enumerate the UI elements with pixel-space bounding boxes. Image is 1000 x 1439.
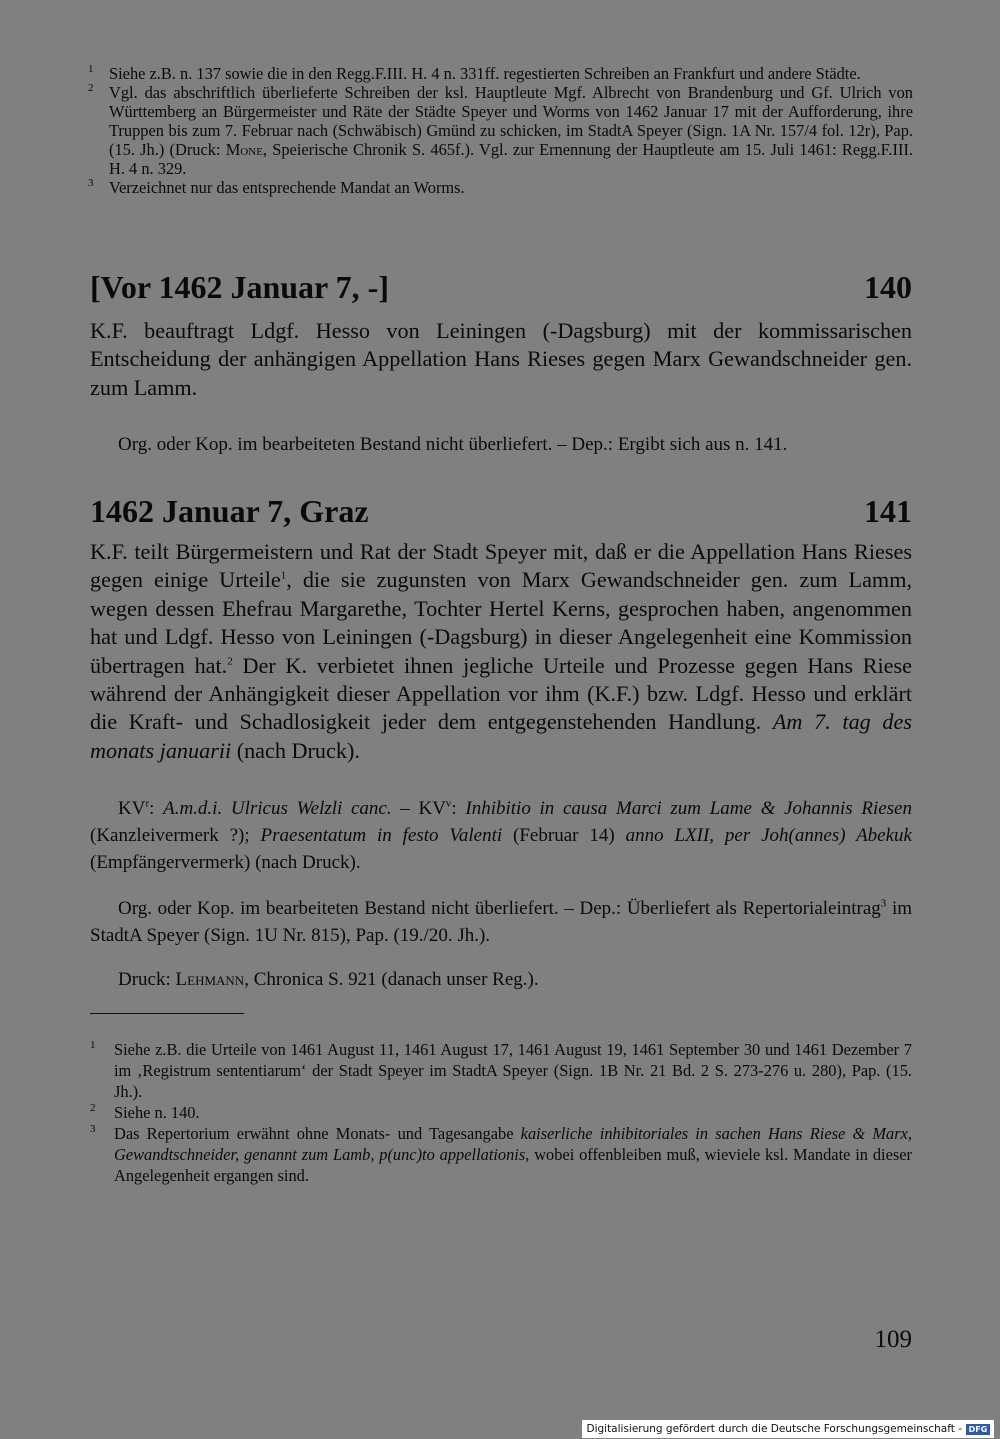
author-smallcaps: Lehmann xyxy=(175,969,245,990)
footnote-text: Siehe z.B. n. 137 sowie die in den Regg.F.III. H. 4 n. 331ff. regestierten Schreiben an Frankfurt und andere Städte. xyxy=(109,64,861,83)
entry-number: 141 xyxy=(864,493,912,529)
superscript: v xyxy=(445,797,452,810)
entry-heading-141 xyxy=(90,493,912,529)
footnote-mark: 1 xyxy=(88,63,94,75)
italic-segment: Inhibitio in causa Marci zum Lame & Johannis Riesen xyxy=(465,798,912,819)
footnote-mark: 3 xyxy=(88,177,94,189)
footnote-text: Siehe n. 140. xyxy=(114,1103,200,1122)
footnote-2 xyxy=(88,83,913,178)
footnote-text-tail: , wobei offenbleiben muß, wieviele ksl. Mandate in dieser Angelegenheit ergangen sind. xyxy=(114,1145,912,1185)
text-segment: – KV xyxy=(391,798,446,819)
text-segment: , die sie zugunsten von Marx Gewandschneider gen. zum Lamm, wegen dessen Ehefrau Margarethe, Tochter Hertel Kerns, gesprochen haben, angenommen hat und Ldgf. Hesso von Leiningen (-Dagsburg) in dieser Angelegenheit eine Kommission übertragen hat. xyxy=(90,567,912,678)
footnote-mark: 2 xyxy=(88,82,94,94)
footnote-divider xyxy=(90,1013,244,1014)
text-segment: (Februar 14) xyxy=(502,825,626,846)
footnote-text: Das Repertorium erwähnt ohne Monats- und Tagesangabe xyxy=(114,1124,521,1143)
footnote-3 xyxy=(88,178,913,197)
entry-date: [Vor 1462 Januar 7, -] xyxy=(90,269,389,305)
footnote-ref: 1 xyxy=(280,570,287,583)
entry-141-text xyxy=(90,538,912,765)
text-segment: im StadtA Speyer (Sign. 1U Nr. 815), Pap. (19./20. Jh.). xyxy=(90,898,913,946)
text-segment: (Kanzleivermerk ?); xyxy=(90,825,261,846)
footnote-1 xyxy=(90,1039,912,1102)
footnote-text: Verzeichnet nur das entsprechende Mandat an Worms. xyxy=(109,178,465,197)
footnote-ref: 2 xyxy=(227,655,233,668)
page-number: 109 xyxy=(874,1326,912,1353)
italic-segment: A.m.d.i. Ulricus Welzli canc. xyxy=(163,798,392,819)
footnote-2 xyxy=(90,1102,912,1123)
italic-segment: Praesentatum in festo Valenti xyxy=(260,825,503,846)
text-segment: (Empfängervermerk) (nach Druck). xyxy=(90,852,361,873)
footnote-mark: 1 xyxy=(90,1039,96,1051)
text-segment: Druck: xyxy=(118,969,176,990)
italic-segment: kaiserliche inhibitoriales in sachen Hans Riese & Marx, Gewandtschneider, genannt zum Lamb, p(unc)to appellationis xyxy=(114,1124,912,1164)
text-segment: KV xyxy=(118,798,146,819)
entry-141-druck xyxy=(90,966,912,993)
author-smallcaps: Mone xyxy=(225,140,263,159)
entry-141-kanzleivermerk: $KV^r$: A.m.d.i. Ulricus Welzli canc. – $KV^v$: Inhibitio in causa Marci zum Lame & Johannis Riesen (Kanzleivermerk ?); Praesentatum in festo Valenti (Februar 14) anno LXII, per Joh(annes) Abekuk (Empfängervermerk) (nach Druck). xyxy=(90,797,912,873)
footnote-ref: 3 xyxy=(880,897,887,910)
entry-heading-140 xyxy=(90,269,912,305)
funding-credit xyxy=(582,1420,994,1438)
bottom-footnotes xyxy=(90,1039,912,1186)
entry-140-text: K.F. beauftragt Ldgf. Hesso von Leiningen (-Dagsburg) mit der kommissarischen Entscheidung der anhängigen Appellation Hans Rieses gegen Marx Gewandschneider gen. zum Lamm. xyxy=(90,318,912,400)
footnote-mark: 2 xyxy=(90,1102,96,1114)
text-segment: Org. oder Kop. im bearbeiteten Bestand nicht überliefert. – Dep.: Überliefert als Repertorialeintrag xyxy=(118,898,881,919)
footnote-text-tail: , Speierische Chronik S. 465f.). Vgl. zur Ernennung der Hauptleute am 15. Juli 1461: Regg.F.III. H. 4 n. 329. xyxy=(109,140,914,178)
footnote-text: Siehe z.B. die Urteile von 1461 August 11, 1461 August 17, 1461 August 19, 1461 September 30 und 1461 Dezember 7 im ‚Registrum sententiarum‘ der Stadt Speyer im StadtA Speyer (Sign. 1B Nr. 21 Bd. 2 S. 273-276 u. 280), Pap. (15. Jh.). xyxy=(114,1040,912,1101)
entry-141-overlieferung xyxy=(90,895,912,949)
entry-140-note: Org. oder Kop. im bearbeiteten Bestand nicht überliefert. – Dep.: Ergibt sich aus n. 141. xyxy=(118,434,788,455)
superscript: r xyxy=(145,797,150,810)
text-segment: (nach Druck). xyxy=(231,737,360,763)
credit-text: Digitalisierung gefördert durch die Deutsche Forschungsgemeinschaft - xyxy=(586,1423,962,1435)
footnote-1 xyxy=(88,64,913,83)
entry-date: 1462 Januar 7, Graz xyxy=(90,493,369,529)
footnote-text: Vgl. das abschriftlich überlieferte Schreiben der ksl. Hauptleute Mgf. Albrecht von Brandenburg und Gf. Ulrich von Württemberg an Bürgermeister und Räte der Städte Speyer und Worms von 1462 Januar 17 mit der Aufforderung, ihre Truppen bis zum 7. Februar nach (Schwäbisch) Gmünd zu schicken, im StadtA Speyer (Sign. 1A Nr. 157/4 fol. 12r), Pap. (15. Jh.) (Druck: xyxy=(109,83,913,159)
text-segment: , Chronica S. 921 (danach unser Reg.). xyxy=(244,969,539,990)
text-segment: Der K. verbietet ihnen jegliche Urteile und Prozesse gegen Hans Riese während der Anhängigkeit dieser Appellation vor ihm (K.F.) bzw. Ldgf. Hesso und erklärt die Kraft- und Schadlosigkeit jeder dem entgegenstehenden Handlung. xyxy=(90,652,912,735)
footnote-3 xyxy=(90,1123,912,1186)
text-segment: K.F. teilt Bürgermeistern und Rat der Stadt Speyer mit, daß er die Appellation Hans Rieses gegen einige Urteile xyxy=(90,539,912,593)
footnote-mark: 3 xyxy=(90,1123,96,1135)
quote-italic: Am 7. tag des monats januarii xyxy=(90,709,912,763)
top-footnotes xyxy=(88,64,913,197)
entry-number: 140 xyxy=(864,269,912,305)
dfg-logo-icon: DFG xyxy=(966,1424,990,1435)
italic-segment: anno LXII, per Joh(annes) Abekuk xyxy=(625,825,912,846)
